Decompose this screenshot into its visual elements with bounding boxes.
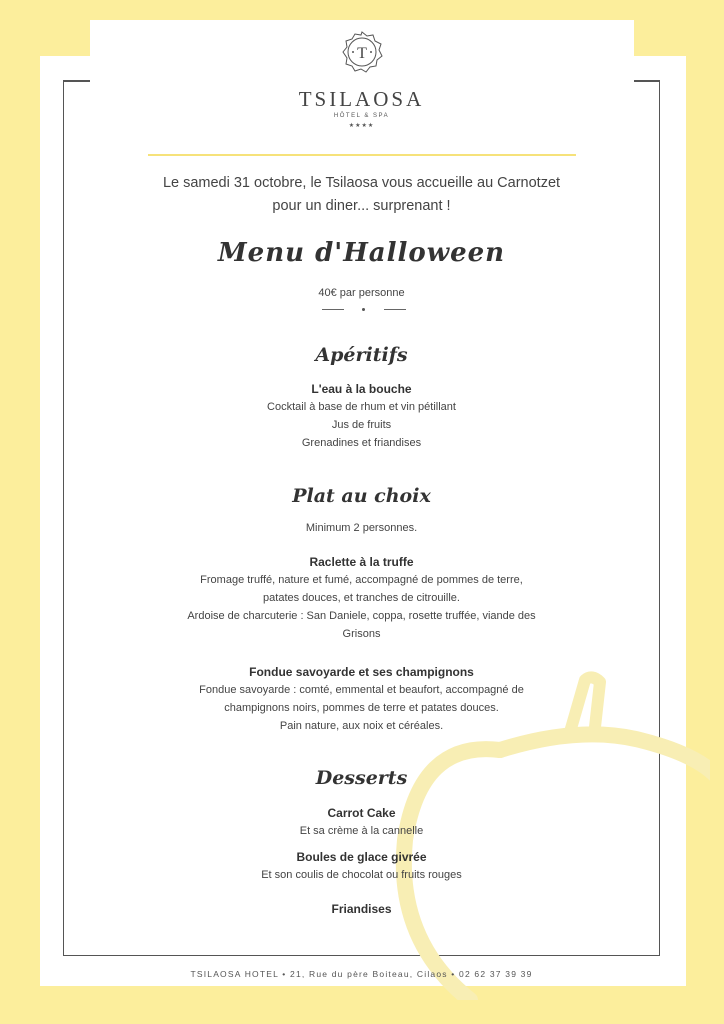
item-line: Grisons	[342, 628, 381, 640]
plat-note: Minimum 2 personnes.	[305, 522, 418, 534]
item-line: Et sa crème à la cannelle	[299, 825, 424, 837]
item-line: Et son coulis de chocolat ou fruits rouges	[261, 869, 462, 881]
logo-letter: T	[357, 45, 367, 62]
section-desserts-heading: Desserts	[315, 767, 408, 789]
brand-stars: ★★★★	[348, 123, 375, 129]
frame-top-left	[63, 80, 90, 82]
item-name: Boules de glace givrée	[296, 850, 427, 864]
section-plat-heading: Plat au choix	[292, 485, 431, 507]
item-line: patates douces, et tranches de citrouille.	[263, 592, 460, 604]
item-line: Grenadines et friandises	[301, 437, 422, 449]
logo-badge-icon	[340, 30, 384, 74]
raclette-block	[63, 553, 660, 643]
intro-text	[63, 172, 660, 218]
item-line: Jus de fruits	[331, 419, 392, 431]
aperitifs-block	[63, 380, 660, 452]
title-divider	[322, 306, 406, 314]
item-line: Pain nature, aux noix et céréales.	[279, 720, 444, 732]
item-name: Fondue savoyarde et ses champignons	[249, 665, 474, 679]
item-line: Cocktail à base de rhum et vin pétillant	[267, 401, 456, 413]
item-name: L'eau à la bouche	[311, 382, 412, 396]
carrot-block	[63, 804, 660, 840]
item-line: Fondue savoyarde : comté, emmental et beaufort, accompagné de	[199, 684, 524, 696]
item-line: Ardoise de charcuterie : San Daniele, coppa, rosette truffée, viande des	[187, 610, 536, 622]
brand-subtitle: HÔTEL & SPA	[333, 113, 390, 119]
brand-name: TSILAOSA	[298, 87, 425, 111]
menu-price: 40€ par personne	[318, 287, 405, 299]
fondue-block	[63, 663, 660, 735]
item-line: Fromage truffé, nature et fumé, accompagné de pommes de terre,	[200, 574, 523, 586]
item-name: Carrot Cake	[327, 806, 396, 820]
friandises-item: Friandises	[331, 902, 392, 916]
item-name: Raclette à la truffe	[309, 555, 414, 569]
glace-block	[63, 848, 660, 884]
item-line: champignons noirs, pommes de terre et patates douces.	[224, 702, 499, 714]
menu-title: Menu d'Halloween	[217, 238, 506, 268]
header-rule	[148, 154, 576, 156]
footer-address: TSILAOSA HOTEL • 21, Rue du père Boiteau, Cilaos • 02 62 37 39 39	[190, 969, 533, 979]
section-aperitifs-heading: Apéritifs	[315, 344, 408, 366]
intro-line-2: pour un diner... surprenant !	[272, 198, 451, 214]
frame-top-right	[634, 80, 660, 82]
intro-line-1: Le samedi 31 octobre, le Tsilaosa vous accueille au Carnotzet	[162, 175, 561, 191]
